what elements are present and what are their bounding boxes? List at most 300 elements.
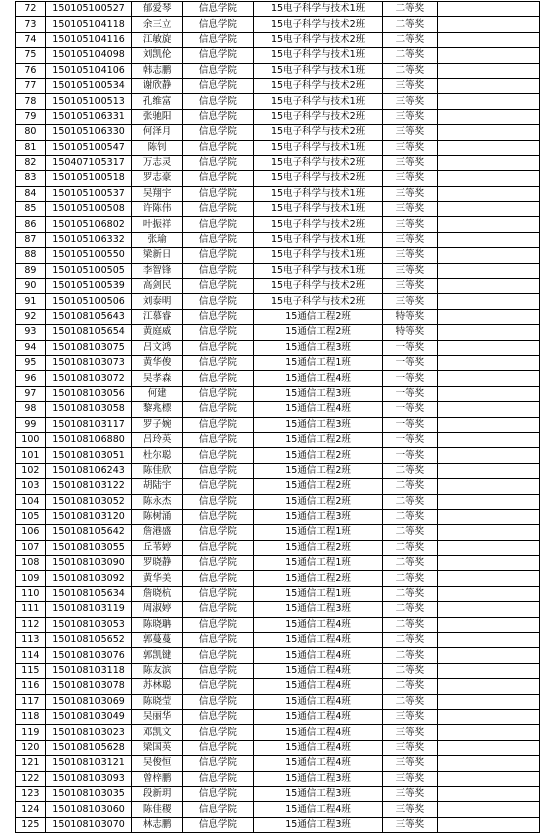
student-id-cell: 150407105317 <box>45 155 132 170</box>
table-row <box>16 155 540 170</box>
class-name-cell: 15通信工程2班 <box>254 432 383 447</box>
row-number-cell: 80 <box>16 125 46 140</box>
empty-cell <box>437 125 540 140</box>
student-name-cell: 吕玲英 <box>132 432 182 447</box>
college-cell: 信息学院 <box>182 217 253 232</box>
student-id-cell: 150105106330 <box>45 125 132 140</box>
table-row <box>16 109 540 124</box>
row-number-cell: 125 <box>16 817 46 832</box>
row-number-cell: 79 <box>16 109 46 124</box>
award-level-cell: 一等奖 <box>383 402 437 417</box>
row-number-cell: 84 <box>16 186 46 201</box>
college-cell: 信息学院 <box>182 202 253 217</box>
class-name-cell: 15电子科学与技术1班 <box>254 202 383 217</box>
award-level-cell: 二等奖 <box>383 648 437 663</box>
table-row <box>16 771 540 786</box>
row-number-cell: 122 <box>16 771 46 786</box>
award-level-cell: 三等奖 <box>383 725 437 740</box>
college-cell: 信息学院 <box>182 740 253 755</box>
student-name-cell: 江慕睿 <box>132 309 182 324</box>
row-number-cell: 83 <box>16 171 46 186</box>
empty-cell <box>437 571 540 586</box>
table-row <box>16 679 540 694</box>
row-number-cell: 86 <box>16 217 46 232</box>
student-name-cell: 叶振祥 <box>132 217 182 232</box>
student-name-cell: 黎兆標 <box>132 402 182 417</box>
award-level-cell: 三等奖 <box>383 817 437 832</box>
table-row <box>16 756 540 771</box>
college-cell: 信息学院 <box>182 248 253 263</box>
student-name-cell: 刘泰明 <box>132 294 182 309</box>
student-id-cell: 150105106332 <box>45 232 132 247</box>
empty-cell <box>437 248 540 263</box>
award-level-cell: 三等奖 <box>383 94 437 109</box>
award-level-cell: 二等奖 <box>383 509 437 524</box>
table-row <box>16 248 540 263</box>
award-level-cell: 三等奖 <box>383 171 437 186</box>
student-name-cell: 段新玥 <box>132 786 182 801</box>
table-row <box>16 386 540 401</box>
award-level-cell: 二等奖 <box>383 679 437 694</box>
student-id-cell: 150105100534 <box>45 78 132 93</box>
table-row <box>16 2 540 17</box>
award-table <box>15 1 540 833</box>
empty-cell <box>437 263 540 278</box>
row-number-cell: 115 <box>16 663 46 678</box>
student-id-cell: 150108105642 <box>45 525 132 540</box>
student-name-cell: 吴孝森 <box>132 371 182 386</box>
student-name-cell: 邓凯文 <box>132 725 182 740</box>
table-row <box>16 171 540 186</box>
student-name-cell: 丘苇婷 <box>132 540 182 555</box>
student-name-cell: 陈晓莹 <box>132 694 182 709</box>
college-cell: 信息学院 <box>182 709 253 724</box>
table-row <box>16 294 540 309</box>
empty-cell <box>437 725 540 740</box>
empty-cell <box>437 817 540 832</box>
table-row <box>16 232 540 247</box>
row-number-cell: 94 <box>16 340 46 355</box>
row-number-cell: 74 <box>16 32 46 47</box>
class-name-cell: 15通信工程2班 <box>254 325 383 340</box>
empty-cell <box>437 32 540 47</box>
empty-cell <box>437 294 540 309</box>
award-level-cell: 三等奖 <box>383 186 437 201</box>
award-table-body <box>16 2 540 833</box>
student-name-cell: 江敏旋 <box>132 32 182 47</box>
college-cell: 信息学院 <box>182 556 253 571</box>
award-level-cell: 三等奖 <box>383 263 437 278</box>
college-cell: 信息学院 <box>182 294 253 309</box>
award-level-cell: 三等奖 <box>383 125 437 140</box>
award-level-cell: 三等奖 <box>383 279 437 294</box>
class-name-cell: 15通信工程3班 <box>254 386 383 401</box>
college-cell: 信息学院 <box>182 540 253 555</box>
college-cell: 信息学院 <box>182 325 253 340</box>
row-number-cell: 113 <box>16 633 46 648</box>
college-cell: 信息学院 <box>182 94 253 109</box>
table-row <box>16 740 540 755</box>
table-row <box>16 279 540 294</box>
empty-cell <box>437 155 540 170</box>
class-name-cell: 15通信工程3班 <box>254 340 383 355</box>
row-number-cell: 88 <box>16 248 46 263</box>
college-cell: 信息学院 <box>182 571 253 586</box>
empty-cell <box>437 479 540 494</box>
table-row <box>16 340 540 355</box>
row-number-cell: 89 <box>16 263 46 278</box>
empty-cell <box>437 186 540 201</box>
student-id-cell: 150108103119 <box>45 602 132 617</box>
row-number-cell: 73 <box>16 17 46 32</box>
table-row <box>16 371 540 386</box>
award-level-cell: 二等奖 <box>383 63 437 78</box>
student-id-cell: 150108103078 <box>45 679 132 694</box>
award-level-cell: 二等奖 <box>383 494 437 509</box>
award-level-cell: 三等奖 <box>383 771 437 786</box>
college-cell: 信息学院 <box>182 648 253 663</box>
student-id-cell: 150108103053 <box>45 617 132 632</box>
empty-cell <box>437 140 540 155</box>
row-number-cell: 96 <box>16 371 46 386</box>
award-level-cell: 二等奖 <box>383 2 437 17</box>
empty-cell <box>437 94 540 109</box>
student-name-cell: 何泽月 <box>132 125 182 140</box>
student-name-cell: 谢欣静 <box>132 78 182 93</box>
award-level-cell: 二等奖 <box>383 571 437 586</box>
award-level-cell: 一等奖 <box>383 432 437 447</box>
class-name-cell: 15通信工程4班 <box>254 402 383 417</box>
college-cell: 信息学院 <box>182 32 253 47</box>
student-name-cell: 詹晓杭 <box>132 586 182 601</box>
student-id-cell: 150108103070 <box>45 817 132 832</box>
student-id-cell: 150108105643 <box>45 309 132 324</box>
class-name-cell: 15电子科学与技术1班 <box>254 2 383 17</box>
college-cell: 信息学院 <box>182 586 253 601</box>
student-id-cell: 150108103069 <box>45 694 132 709</box>
empty-cell <box>437 2 540 17</box>
row-number-cell: 105 <box>16 509 46 524</box>
class-name-cell: 15电子科学与技术2班 <box>254 32 383 47</box>
empty-cell <box>437 602 540 617</box>
table-row <box>16 263 540 278</box>
class-name-cell: 15通信工程1班 <box>254 525 383 540</box>
table-row <box>16 32 540 47</box>
empty-cell <box>437 586 540 601</box>
award-level-cell: 一等奖 <box>383 386 437 401</box>
class-name-cell: 15通信工程2班 <box>254 479 383 494</box>
award-level-cell: 三等奖 <box>383 232 437 247</box>
award-level-cell: 二等奖 <box>383 633 437 648</box>
empty-cell <box>437 371 540 386</box>
student-id-cell: 150108103058 <box>45 402 132 417</box>
award-level-cell: 三等奖 <box>383 202 437 217</box>
class-name-cell: 15通信工程4班 <box>254 756 383 771</box>
table-row <box>16 694 540 709</box>
college-cell: 信息学院 <box>182 17 253 32</box>
award-level-cell: 一等奖 <box>383 448 437 463</box>
table-row <box>16 463 540 478</box>
row-number-cell: 123 <box>16 786 46 801</box>
row-number-cell: 108 <box>16 556 46 571</box>
class-name-cell: 15通信工程4班 <box>254 725 383 740</box>
empty-cell <box>437 340 540 355</box>
table-row <box>16 648 540 663</box>
table-row <box>16 309 540 324</box>
student-name-cell: 吴俊恒 <box>132 756 182 771</box>
table-row <box>16 571 540 586</box>
class-name-cell: 15通信工程1班 <box>254 586 383 601</box>
class-name-cell: 15通信工程2班 <box>254 540 383 555</box>
class-name-cell: 15通信工程4班 <box>254 802 383 817</box>
class-name-cell: 15通信工程4班 <box>254 663 383 678</box>
student-id-cell: 150108103121 <box>45 756 132 771</box>
empty-cell <box>437 786 540 801</box>
empty-cell <box>437 386 540 401</box>
college-cell: 信息学院 <box>182 186 253 201</box>
student-name-cell: 张驰阳 <box>132 109 182 124</box>
class-name-cell: 15电子科学与技术2班 <box>254 171 383 186</box>
award-level-cell: 三等奖 <box>383 248 437 263</box>
class-name-cell: 15电子科学与技术1班 <box>254 186 383 201</box>
class-name-cell: 15通信工程4班 <box>254 371 383 386</box>
class-name-cell: 15通信工程4班 <box>254 740 383 755</box>
empty-cell <box>437 463 540 478</box>
table-row <box>16 633 540 648</box>
student-name-cell: 张瑜 <box>132 232 182 247</box>
class-name-cell: 15通信工程2班 <box>254 571 383 586</box>
award-level-cell: 三等奖 <box>383 155 437 170</box>
student-id-cell: 150108103122 <box>45 479 132 494</box>
class-name-cell: 15通信工程3班 <box>254 771 383 786</box>
row-number-cell: 102 <box>16 463 46 478</box>
student-id-cell: 150105100506 <box>45 294 132 309</box>
award-level-cell: 一等奖 <box>383 355 437 370</box>
table-row <box>16 448 540 463</box>
student-id-cell: 150108105628 <box>45 740 132 755</box>
table-row <box>16 786 540 801</box>
class-name-cell: 15电子科学与技术1班 <box>254 232 383 247</box>
award-level-cell: 一等奖 <box>383 340 437 355</box>
class-name-cell: 15通信工程3班 <box>254 417 383 432</box>
student-name-cell: 陈树涌 <box>132 509 182 524</box>
empty-cell <box>437 63 540 78</box>
class-name-cell: 15通信工程3班 <box>254 509 383 524</box>
table-row <box>16 709 540 724</box>
class-name-cell: 15通信工程2班 <box>254 494 383 509</box>
student-name-cell: 吴翔宇 <box>132 186 182 201</box>
student-name-cell: 陈永杰 <box>132 494 182 509</box>
student-id-cell: 150108103076 <box>45 648 132 663</box>
row-number-cell: 112 <box>16 617 46 632</box>
award-level-cell: 特等奖 <box>383 325 437 340</box>
student-id-cell: 150108103056 <box>45 386 132 401</box>
college-cell: 信息学院 <box>182 279 253 294</box>
class-name-cell: 15通信工程1班 <box>254 556 383 571</box>
class-name-cell: 15通信工程4班 <box>254 648 383 663</box>
student-name-cell: 陈佳稷 <box>132 802 182 817</box>
row-number-cell: 110 <box>16 586 46 601</box>
empty-cell <box>437 540 540 555</box>
empty-cell <box>437 17 540 32</box>
student-id-cell: 150105100550 <box>45 248 132 263</box>
student-id-cell: 150108103051 <box>45 448 132 463</box>
student-name-cell: 郭蔓蔓 <box>132 633 182 648</box>
empty-cell <box>437 740 540 755</box>
empty-cell <box>437 663 540 678</box>
student-name-cell: 胡陆宇 <box>132 479 182 494</box>
college-cell: 信息学院 <box>182 725 253 740</box>
college-cell: 信息学院 <box>182 63 253 78</box>
empty-cell <box>437 325 540 340</box>
empty-cell <box>437 402 540 417</box>
student-id-cell: 150108103118 <box>45 663 132 678</box>
college-cell: 信息学院 <box>182 371 253 386</box>
student-id-cell: 150108103092 <box>45 571 132 586</box>
student-id-cell: 150105100537 <box>45 186 132 201</box>
class-name-cell: 15电子科学与技术2班 <box>254 294 383 309</box>
student-id-cell: 150105104106 <box>45 63 132 78</box>
student-id-cell: 150108106243 <box>45 463 132 478</box>
class-name-cell: 15通信工程2班 <box>254 448 383 463</box>
student-id-cell: 150105104116 <box>45 32 132 47</box>
student-id-cell: 150108105652 <box>45 633 132 648</box>
table-row <box>16 140 540 155</box>
class-name-cell: 15通信工程4班 <box>254 694 383 709</box>
table-row <box>16 417 540 432</box>
class-name-cell: 15电子科学与技术1班 <box>254 63 383 78</box>
empty-cell <box>437 509 540 524</box>
empty-cell <box>437 648 540 663</box>
empty-cell <box>437 617 540 632</box>
student-name-cell: 刘凯伦 <box>132 48 182 63</box>
empty-cell <box>437 232 540 247</box>
empty-cell <box>437 279 540 294</box>
empty-cell <box>437 48 540 63</box>
college-cell: 信息学院 <box>182 171 253 186</box>
college-cell: 信息学院 <box>182 771 253 786</box>
class-name-cell: 15通信工程3班 <box>254 602 383 617</box>
student-id-cell: 150108105654 <box>45 325 132 340</box>
award-level-cell: 一等奖 <box>383 417 437 432</box>
student-id-cell: 150108103090 <box>45 556 132 571</box>
student-id-cell: 150105100527 <box>45 2 132 17</box>
row-number-cell: 111 <box>16 602 46 617</box>
row-number-cell: 118 <box>16 709 46 724</box>
class-name-cell: 15电子科学与技术1班 <box>254 140 383 155</box>
college-cell: 信息学院 <box>182 48 253 63</box>
row-number-cell: 81 <box>16 140 46 155</box>
student-name-cell: 郁爱琴 <box>132 2 182 17</box>
row-number-cell: 99 <box>16 417 46 432</box>
award-level-cell: 一等奖 <box>383 371 437 386</box>
row-number-cell: 109 <box>16 571 46 586</box>
row-number-cell: 82 <box>16 155 46 170</box>
award-level-cell: 三等奖 <box>383 709 437 724</box>
student-name-cell: 曾梓鹏 <box>132 771 182 786</box>
row-number-cell: 85 <box>16 202 46 217</box>
row-number-cell: 98 <box>16 402 46 417</box>
award-level-cell: 三等奖 <box>383 294 437 309</box>
student-id-cell: 150108103120 <box>45 509 132 524</box>
row-number-cell: 90 <box>16 279 46 294</box>
table-row <box>16 802 540 817</box>
college-cell: 信息学院 <box>182 694 253 709</box>
table-row <box>16 94 540 109</box>
class-name-cell: 15通信工程4班 <box>254 679 383 694</box>
row-number-cell: 114 <box>16 648 46 663</box>
row-number-cell: 76 <box>16 63 46 78</box>
empty-cell <box>437 679 540 694</box>
college-cell: 信息学院 <box>182 602 253 617</box>
student-name-cell: 吴丽华 <box>132 709 182 724</box>
award-level-cell: 三等奖 <box>383 140 437 155</box>
student-name-cell: 罗子婉 <box>132 417 182 432</box>
student-name-cell: 李智锋 <box>132 263 182 278</box>
table-row <box>16 494 540 509</box>
student-name-cell: 陈佳欣 <box>132 463 182 478</box>
award-level-cell: 二等奖 <box>383 694 437 709</box>
table-row <box>16 525 540 540</box>
table-row <box>16 602 540 617</box>
table-row <box>16 17 540 32</box>
empty-cell <box>437 771 540 786</box>
college-cell: 信息学院 <box>182 817 253 832</box>
row-number-cell: 91 <box>16 294 46 309</box>
table-row <box>16 217 540 232</box>
student-name-cell: 梁国英 <box>132 740 182 755</box>
row-number-cell: 93 <box>16 325 46 340</box>
row-number-cell: 92 <box>16 309 46 324</box>
class-name-cell: 15通信工程2班 <box>254 309 383 324</box>
award-level-cell: 二等奖 <box>383 17 437 32</box>
college-cell: 信息学院 <box>182 633 253 648</box>
college-cell: 信息学院 <box>182 802 253 817</box>
college-cell: 信息学院 <box>182 756 253 771</box>
award-level-cell: 二等奖 <box>383 663 437 678</box>
table-row <box>16 617 540 632</box>
award-level-cell: 二等奖 <box>383 602 437 617</box>
table-row <box>16 355 540 370</box>
table-row <box>16 202 540 217</box>
class-name-cell: 15通信工程1班 <box>254 355 383 370</box>
student-id-cell: 150105100518 <box>45 171 132 186</box>
student-id-cell: 150108103075 <box>45 340 132 355</box>
class-name-cell: 15电子科学与技术1班 <box>254 94 383 109</box>
award-level-cell: 二等奖 <box>383 556 437 571</box>
table-row <box>16 556 540 571</box>
table-row <box>16 402 540 417</box>
table-row <box>16 432 540 447</box>
empty-cell <box>437 709 540 724</box>
class-name-cell: 15通信工程2班 <box>254 463 383 478</box>
row-number-cell: 101 <box>16 448 46 463</box>
table-row <box>16 586 540 601</box>
student-name-cell: 郭凯键 <box>132 648 182 663</box>
student-name-cell: 高剑民 <box>132 279 182 294</box>
row-number-cell: 121 <box>16 756 46 771</box>
college-cell: 信息学院 <box>182 125 253 140</box>
student-id-cell: 150105106802 <box>45 217 132 232</box>
table-row <box>16 125 540 140</box>
empty-cell <box>437 202 540 217</box>
empty-cell <box>437 217 540 232</box>
empty-cell <box>437 494 540 509</box>
row-number-cell: 95 <box>16 355 46 370</box>
student-name-cell: 梁新日 <box>132 248 182 263</box>
class-name-cell: 15电子科学与技术2班 <box>254 279 383 294</box>
class-name-cell: 15电子科学与技术2班 <box>254 78 383 93</box>
